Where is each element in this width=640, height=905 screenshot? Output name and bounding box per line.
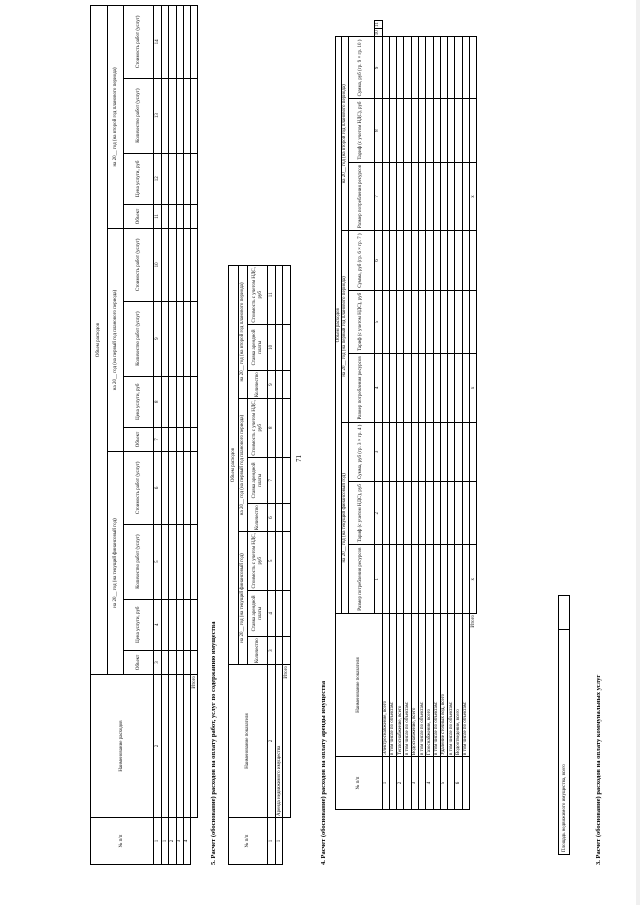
area-box <box>558 595 570 855</box>
row-num: 2 <box>397 757 404 810</box>
total-row <box>470 21 477 810</box>
col-number: 8 <box>374 99 382 162</box>
col-size-2: Размер потребления ресурсов <box>348 354 374 423</box>
col-number: 10 <box>154 229 162 302</box>
col-rate-2: Ставка арендной платы <box>248 457 268 504</box>
total-row <box>191 6 198 865</box>
col-cost-3: Стоимость работ (услуг) <box>124 6 154 79</box>
row-name: Электроснабжение, всего <box>382 614 389 757</box>
col-number: 7 <box>268 457 276 504</box>
col-cost-1: Стоимость работ (услуг) <box>124 452 154 525</box>
row-num: 1 <box>382 757 389 810</box>
row-num: 2 <box>169 818 176 865</box>
table-row <box>462 21 469 810</box>
row-num <box>404 757 411 810</box>
maintenance-table <box>90 5 198 865</box>
col-price-2: Цена услуги, руб <box>124 376 154 427</box>
col-sum-2: Сумма, руб (гр. 6 × гр. 7 ) <box>348 231 374 290</box>
row-name: в том числе по объектам: <box>389 614 396 757</box>
col-number: 2 <box>154 675 162 818</box>
year3-header: на 20__ год (на второй год планового периода) <box>342 37 348 231</box>
row-name: в том числе по объектам: <box>462 614 469 757</box>
col-number: 1 <box>374 545 382 614</box>
row-num: 1 <box>276 818 283 865</box>
year1-header: на 20__ год (на текущий финансовый год) <box>342 422 348 613</box>
col-cost-2: Стоимость с учетом НДС, руб <box>248 399 268 458</box>
table-row <box>162 6 169 865</box>
col-number: 1 <box>154 818 162 865</box>
col-sum-1: Сумма, руб (гр. 3 × гр. 4 ) <box>348 422 374 481</box>
col-number: 2 <box>268 665 276 818</box>
col-number: 4 <box>374 354 382 423</box>
col-number: 5 <box>374 290 382 353</box>
year1-header: на 20__ год (на текущий финансовый год) <box>238 532 248 665</box>
col-number: 8 <box>268 399 276 458</box>
table-row <box>382 21 389 810</box>
col-obj-3: Объект <box>124 204 154 228</box>
table-row <box>418 21 425 810</box>
table-row <box>276 266 283 865</box>
row-name: Удаление сточных вод, всего <box>440 614 447 757</box>
column-numbers-row <box>154 6 162 865</box>
col-tariff-2: Тариф (с учетом НДС), руб <box>348 290 374 353</box>
row-name: Теплоснабжение, всего <box>397 614 404 757</box>
row-num <box>418 757 425 810</box>
total-label: Итого <box>470 615 476 628</box>
table-row <box>176 6 183 865</box>
row-name: в том числе по объектам: <box>418 614 425 757</box>
table-row <box>455 21 462 810</box>
col-obj-1: Объект <box>124 650 154 674</box>
col-number: 9 <box>268 371 276 399</box>
utilities-table <box>335 20 477 810</box>
row-name: в том числе по объектам: <box>433 614 440 757</box>
col-number: 4 <box>268 590 276 637</box>
table-row <box>440 21 447 810</box>
area-value <box>559 596 570 630</box>
volume-header: Объем расходов <box>336 37 342 614</box>
year2-header: на 20__ год (на первый год планового периода) <box>107 229 124 452</box>
year3-header: на 20__ год (на второй год планового периода) <box>107 6 124 229</box>
table-row <box>389 21 396 810</box>
col-number: 10 <box>375 30 381 36</box>
col-number: 14 <box>154 6 162 79</box>
col-number: 6 <box>268 504 276 532</box>
col-qty-2: Количество <box>248 504 268 532</box>
row-num <box>462 757 469 810</box>
col-number: 7 <box>374 162 382 231</box>
volume-header: Объем расходов <box>229 266 239 665</box>
x-mark: x <box>470 545 477 614</box>
col-price-3: Цена услуги, руб <box>124 153 154 204</box>
col-size-3: Размер потребления ресурсов <box>348 162 374 231</box>
col-tariff-3: Тариф (с учетом НДС), руб <box>348 99 374 162</box>
table-row <box>448 21 455 810</box>
year2-header: на 20__ год (на первый год планового периода) <box>238 399 248 532</box>
row-num: 4 <box>183 818 190 865</box>
x-mark: x <box>470 354 477 423</box>
rent-table <box>228 265 291 865</box>
row-num: 3 <box>176 818 183 865</box>
col-tariff-1: Тариф (с учетом НДС), руб <box>348 482 374 545</box>
col-number: 5 <box>268 532 276 591</box>
table-row <box>433 21 440 810</box>
year1-header: на 20__ год (на текущий финансовый год) <box>107 452 124 675</box>
col-number: 7 <box>154 427 162 451</box>
section3-title: 3. Расчет (обоснование) расходов на оплату коммунальных услуг <box>595 674 602 865</box>
row-name: Газоснабжение, всего <box>426 614 433 757</box>
col-number: 11 <box>154 204 162 228</box>
col-rate-3: Ставка арендной платы <box>248 324 268 371</box>
col-qty-1: Количество <box>248 637 268 665</box>
col-number: 4 <box>154 599 162 650</box>
col-number: 3 <box>374 422 382 481</box>
row-name: Водоснабжение, всего <box>411 614 418 757</box>
row-num <box>389 757 396 810</box>
table-row <box>411 21 418 810</box>
col-qty-2: Количество работ (услуг) <box>124 301 154 376</box>
col-rate-1: Ставка арендной платы <box>248 590 268 637</box>
col-name-header: Наименование показателя <box>229 665 268 818</box>
column-numbers-row <box>268 266 276 865</box>
col-cost-3: Стоимость с учетом НДС, руб <box>248 266 268 325</box>
row-name: в том числе по объектам: <box>448 614 455 757</box>
col-num-header: № п/п <box>229 818 268 865</box>
col-number: 13 <box>154 78 162 153</box>
col-qty-3: Количество <box>248 371 268 399</box>
table-row <box>397 21 404 810</box>
col-number: 9 <box>374 37 382 99</box>
col-number: 2 <box>374 482 382 545</box>
table-row <box>404 21 411 810</box>
row-name: Аренда недвижимого имущества <box>276 665 283 818</box>
col-name-header: Наименование расходов <box>91 675 154 818</box>
col-number: 12 <box>154 153 162 204</box>
col-number: 11 <box>375 22 381 27</box>
row-num: 3 <box>411 757 418 810</box>
col-sum-3: Сумма, руб (гр. 9 × гр. 10 ) <box>348 37 374 99</box>
col-number: 3 <box>154 650 162 674</box>
page-number: 71 <box>295 455 303 462</box>
col-number: 8 <box>154 376 162 427</box>
table-row <box>426 21 433 810</box>
col-number: 5 <box>154 524 162 599</box>
total-row <box>283 266 290 865</box>
row-num: 1 <box>162 818 169 865</box>
table-row <box>183 6 190 865</box>
col-size-1: Размер потребления ресурсов <box>348 545 374 614</box>
col-cost-1: Стоимость с учетом НДС, руб <box>248 532 268 591</box>
col-number: 9 <box>154 301 162 376</box>
total-label: Итого <box>191 675 198 818</box>
volume-header: Объем расходов <box>91 6 108 675</box>
year3-header: на 20__ год (на второй год планового периода) <box>238 266 248 399</box>
col-number: 6 <box>154 452 162 525</box>
col-price-1: Цена услуги, руб <box>124 599 154 650</box>
row-num <box>433 757 440 810</box>
section4-title: 4. Расчет (обоснование) расходов на оплату аренды имущества <box>320 680 327 865</box>
row-name: Водоотведение, всего <box>455 614 462 757</box>
col-number: 1 <box>268 818 276 865</box>
col-number: 10 <box>268 324 276 371</box>
col-obj-2: Объект <box>124 427 154 451</box>
total-label: Итого <box>283 665 290 818</box>
col-cost-2: Стоимость работ (услуг) <box>124 229 154 302</box>
table-row <box>169 6 176 865</box>
area-label: Площадь недвижимого имущества, всего <box>559 629 570 854</box>
col-qty-3: Количество работ (услуг) <box>124 78 154 153</box>
col-name-header: Наименование показателя <box>336 614 383 757</box>
col-num-header: № п/п <box>336 757 383 810</box>
col-number: 6 <box>374 231 382 290</box>
col-number: 11 <box>268 266 276 325</box>
row-num: 6 <box>455 757 462 810</box>
col-number: 3 <box>268 637 276 665</box>
year2-header: на 20__ год (на первый год планового периода) <box>342 231 348 422</box>
row-num: 4 <box>426 757 433 810</box>
section5-title: 5. Расчет (обоснование) расходов на оплату работ, услуг по содержанию имущества <box>210 621 217 865</box>
row-name: в том числе по объектам: <box>404 614 411 757</box>
row-num: 5 <box>440 757 447 810</box>
row-num <box>448 757 455 810</box>
col-qty-1: Количество работ (услуг) <box>124 524 154 599</box>
col-num-header: № п/п <box>91 818 154 865</box>
x-mark: x <box>470 162 477 231</box>
